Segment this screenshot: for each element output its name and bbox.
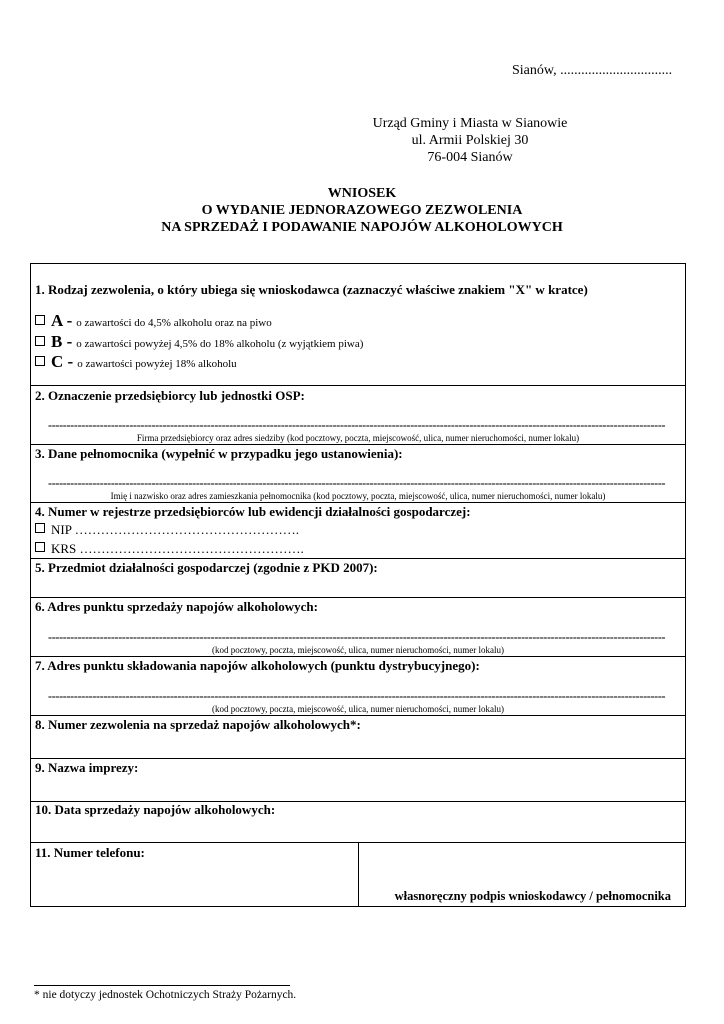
krs-field[interactable]: KRS …………………………………………….: [51, 541, 304, 556]
document-subtitle-1: O WYDANIE JEDNORAZOWEGO ZEZWOLENIA: [201, 203, 523, 218]
proxy-data-caption: Imię i nazwisko oraz adres zamieszkania pełnomocnika (kod pocztowy, poczta, miejscowość, ulica, numer nieruchomości, numer lokalu): [110, 491, 606, 501]
option-c-description: o zawartości powyżej 18% alkoholu: [77, 358, 237, 370]
office-postal-code: 76-004 Sianów: [427, 150, 513, 165]
divider: [31, 715, 685, 716]
document-subtitle-2: NA SPRZEDAŻ I PODAWANIE NAPOJÓW ALKOHOLOWYCH: [161, 220, 563, 235]
option-b-letter: B -: [51, 332, 73, 351]
section-2-label: 2. Oznaczenie przedsiębiorcy lub jednostki OSP:: [35, 388, 305, 403]
section-3-label: 3. Dane pełnomocnika (wypełnić w przypadku jego ustanowienia):: [35, 446, 403, 461]
divider: [31, 444, 685, 445]
section-5-label[interactable]: 5. Przedmiot działalności gospodarczej (zgodnie z PKD 2007):: [35, 560, 378, 575]
option-a: [35, 311, 272, 331]
option-c: [35, 352, 237, 372]
option-a-description: o zawartości do 4,5% alkoholu oraz na piwo: [76, 317, 272, 329]
signature-divider: [358, 842, 359, 906]
place-date-field[interactable]: Sianów, ................................: [512, 63, 673, 78]
option-c-letter: C -: [51, 352, 74, 371]
section-10-label[interactable]: 10. Data sprzedaży napojów alkoholowych:: [35, 802, 276, 817]
krs-row: [35, 540, 304, 558]
document-title: WNIOSEK: [327, 186, 397, 201]
storage-point-address-field[interactable]: -----------------------------------------------------------------------------------------------------------------------------------------------------------------------: [48, 690, 666, 702]
option-a-checkbox[interactable]: [35, 315, 45, 325]
section-11-label[interactable]: 11. Numer telefonu:: [35, 845, 145, 860]
option-b: [35, 332, 363, 352]
divider: [31, 656, 685, 657]
office-street: ul. Armii Polskiej 30: [411, 133, 529, 148]
divider: [31, 385, 685, 386]
section-1-label: 1. Rodzaj zezwolenia, o który ubiega się wnioskodawca (zaznaczyć właściwe znakiem "X" w kratce): [35, 282, 588, 297]
krs-checkbox[interactable]: [35, 542, 45, 552]
divider: [31, 597, 685, 598]
footnote-separator: [34, 985, 290, 986]
storage-point-address-caption: (kod pocztowy, poczta, miejscowość, ulica, numer nieruchomości, numer lokalu): [211, 704, 505, 714]
office-name: Urząd Gminy i Miasta w Sianowie: [372, 116, 568, 131]
nip-checkbox[interactable]: [35, 523, 45, 533]
section-6-label: 6. Adres punktu sprzedaży napojów alkoholowych:: [35, 599, 318, 614]
nip-row: [35, 521, 299, 539]
nip-field[interactable]: NIP …………………………………………….: [51, 522, 299, 537]
footnote: * nie dotyczy jednostek Ochotniczych Straży Pożarnych.: [34, 989, 297, 1001]
section-7-label: 7. Adres punktu składowania napojów alkoholowych (punktu dystrybucyjnego):: [35, 658, 480, 673]
option-b-description: o zawartości powyżej 4,5% do 18% alkoholu (z wyjątkiem piwa): [76, 338, 364, 350]
sale-point-address-field[interactable]: -----------------------------------------------------------------------------------------------------------------------------------------------------------------------: [48, 631, 666, 643]
proxy-data-field[interactable]: -----------------------------------------------------------------------------------------------------------------------------------------------------------------------: [48, 477, 666, 489]
divider: [31, 558, 685, 559]
sale-point-address-caption: (kod pocztowy, poczta, miejscowość, ulica, numer nieruchomości, numer lokalu): [211, 645, 505, 655]
section-8-label[interactable]: 8. Numer zezwolenia na sprzedaż napojów alkoholowych*:: [35, 717, 361, 732]
business-entity-caption: Firma przedsiębiorcy oraz adres siedziby (kod pocztowy, poczta, miejscowość, ulica, numer nieruchomości, numer lokalu): [136, 433, 580, 443]
signature-field[interactable]: własnoręczny podpis wnioskodawcy / pełnomocnika: [394, 889, 671, 903]
option-c-checkbox[interactable]: [35, 356, 45, 366]
option-a-letter: A -: [51, 311, 73, 330]
section-4-label: 4. Numer w rejestrze przedsiębiorców lub ewidencji działalności gospodarczej:: [35, 504, 471, 519]
option-b-checkbox[interactable]: [35, 336, 45, 346]
section-9-label[interactable]: 9. Nazwa imprezy:: [35, 760, 139, 775]
divider: [31, 502, 685, 503]
business-entity-field[interactable]: -----------------------------------------------------------------------------------------------------------------------------------------------------------------------: [48, 419, 666, 431]
application-form: [30, 263, 686, 907]
divider: [31, 758, 685, 759]
